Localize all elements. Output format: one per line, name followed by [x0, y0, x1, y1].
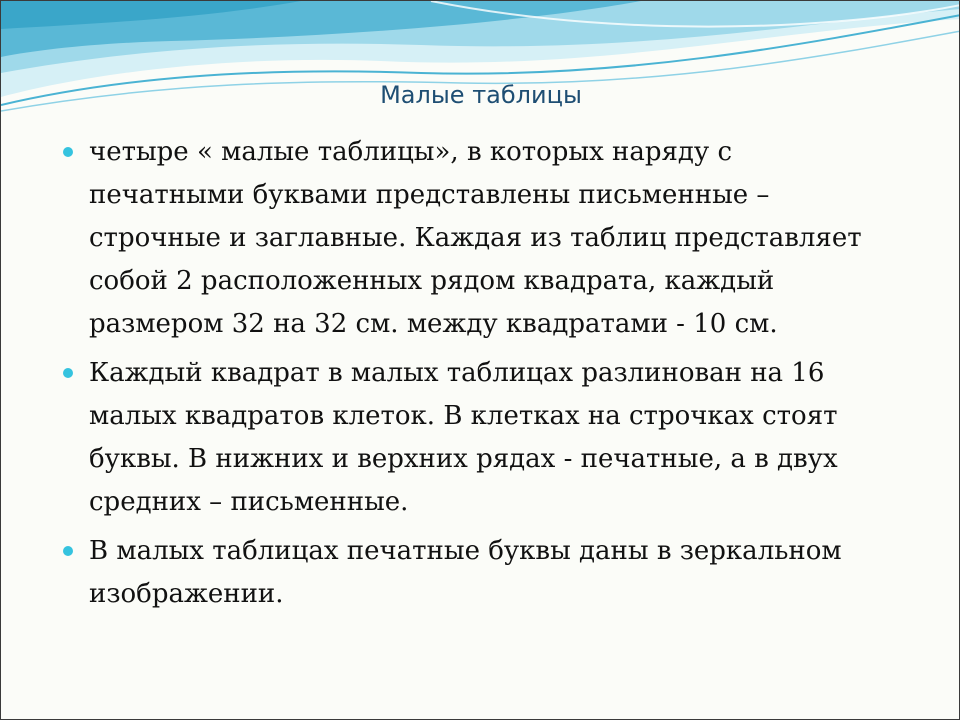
- bullet-item: [61, 530, 881, 616]
- bullet-dot-icon: [63, 147, 73, 157]
- bullet-dot-icon: [63, 546, 73, 556]
- bullet-item: [61, 131, 881, 346]
- bullet-text: четыре « малые таблицы», в которых наряду с печатными буквами представлены письменные – строчные и заглавные. Каждая из таблиц представляет собой 2 расположенных рядом квадрата, каждый размером 32 на 32 см. между квадратами - 10 см.: [89, 137, 862, 339]
- bullet-item: [61, 352, 881, 524]
- bullet-list: [61, 131, 881, 622]
- bullet-text: В малых таблицах печатные буквы даны в зеркальном изображении.: [89, 536, 842, 609]
- bullet-text: Каждый квадрат в малых таблицах разлинован на 16 малых квадратов клеток. В клетках на строчках стоят буквы. В нижних и верхних рядах - печатные, а в двух средних – письменные.: [89, 358, 838, 517]
- bullet-dot-icon: [63, 368, 73, 378]
- slide-title: Малые таблицы: [380, 81, 582, 109]
